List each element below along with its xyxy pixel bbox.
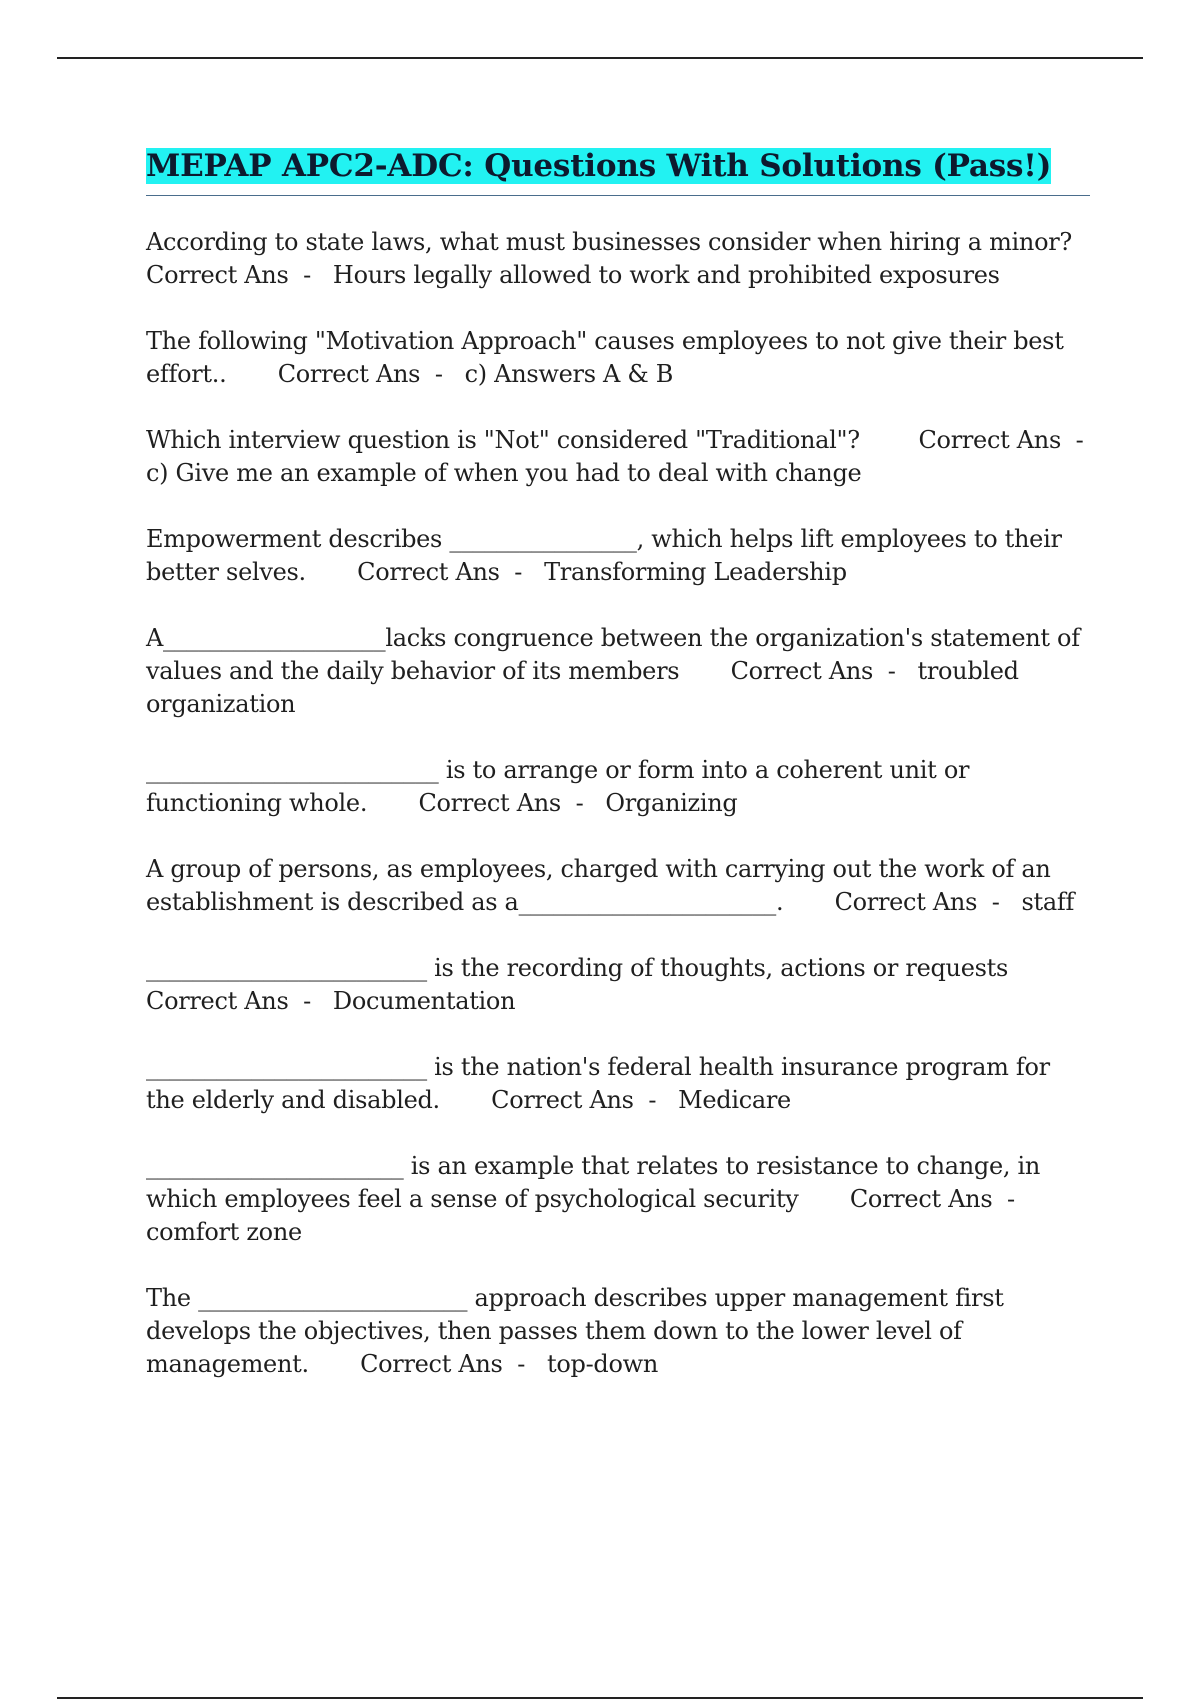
- qa-item-2: The following "Motivation Approach" causes employees to not give their best effort.. Correct Ans - c) Answers A & B: [146, 327, 1071, 388]
- qa-item-4: Empowerment describes ________________, which helps lift employees to their better selves. Correct Ans - Transforming Leadership: [146, 525, 1069, 586]
- document-body: [146, 143, 1106, 1414]
- qa-item-10: ______________________ is an example that relates to resistance to change, in which employees feel a sense of psychological security Correct Ans - comfort zone: [146, 1152, 1048, 1246]
- qa-item-6: _________________________ is to arrange or form into a coherent unit or functioning whole. Correct Ans - Organizing: [146, 756, 977, 817]
- qa-item-3: Which interview question is "Not" considered "Traditional"? Correct Ans - c) Give me an example of when you had to deal with change: [146, 426, 1106, 487]
- qa-item-1: According to state laws, what must businesses consider when hiring a minor? Correct Ans - Hours legally allowed to work and prohibited exposures: [146, 228, 1072, 289]
- bottom-rule: [57, 1697, 1143, 1699]
- qa-item-9: ________________________ is the nation's federal health insurance program for the elderly and disabled. Correct Ans - Medicare: [146, 1053, 1058, 1114]
- qa-item-5: A___________________lacks congruence between the organization's statement of values and the daily behavior of its members Correct Ans - troubled organization: [146, 624, 1088, 718]
- qa-item-8: ________________________ is the recording of thoughts, actions or requests Correct Ans - Documentation: [146, 954, 1008, 1015]
- document-title: MEPAP APC2-ADC: Questions With Solutions (Pass!): [146, 148, 1052, 184]
- qa-item-7: A group of persons, as employees, charged with carrying out the work of an establishment is described as a______________________. Correct Ans - staff: [146, 855, 1075, 916]
- qa-item-11: The _______________________ approach describes upper management first develops the objectives, then passes them down to the lower level of management. Correct Ans - top-down: [146, 1284, 1011, 1378]
- top-rule: [57, 57, 1143, 59]
- title-block: [146, 143, 1090, 196]
